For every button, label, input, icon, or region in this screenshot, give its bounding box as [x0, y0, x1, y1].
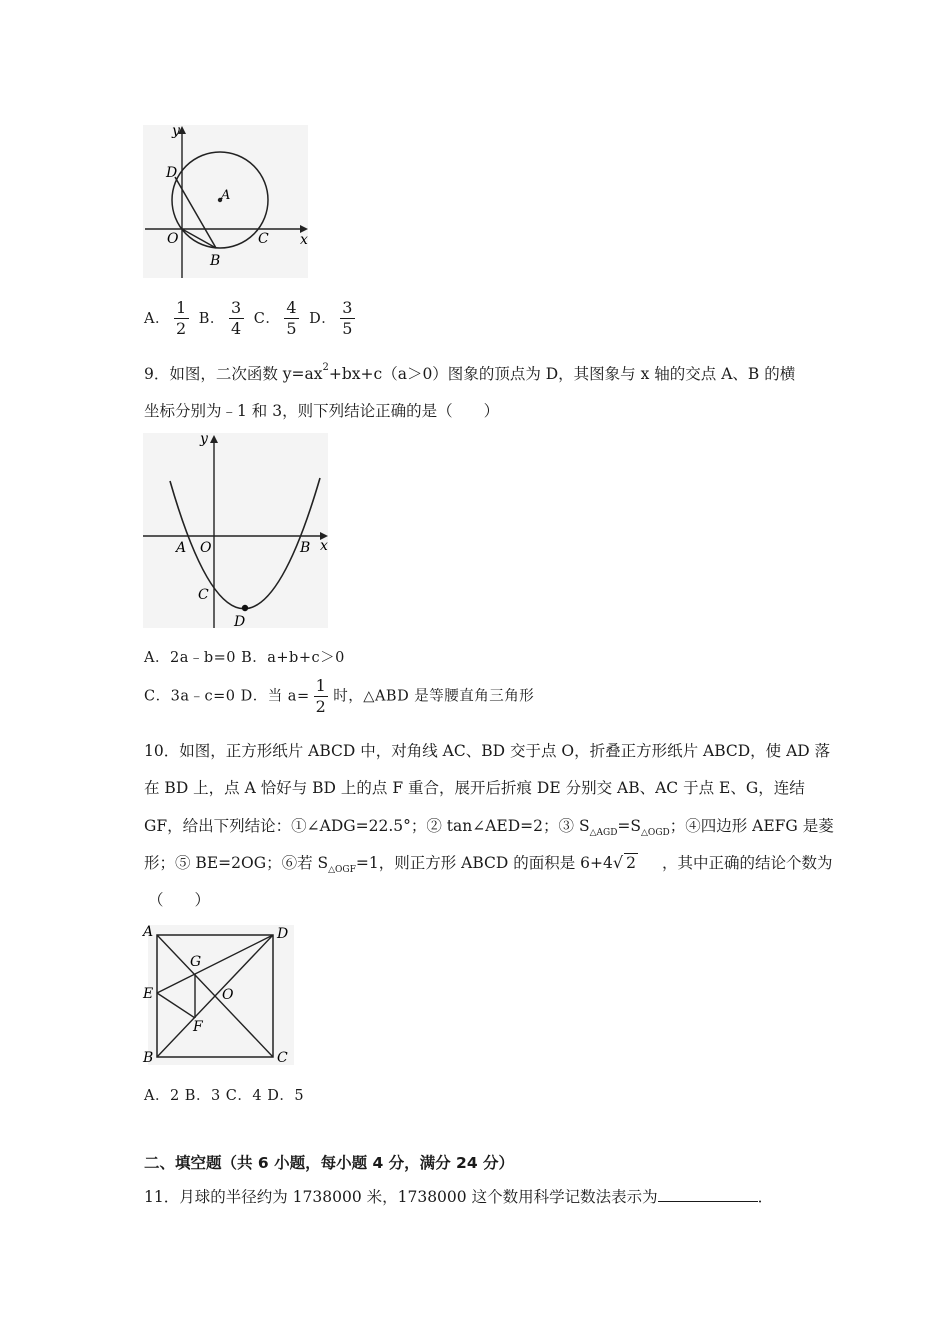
label-a: A [143, 924, 154, 940]
label-y: y [172, 123, 180, 139]
q10-stem-line3 [144, 814, 834, 838]
q9-exponent: 2 [322, 362, 329, 373]
q9-stem-line1 [144, 362, 795, 384]
fraction [340, 300, 355, 337]
q10-text-part: GF，给出下列结论：①∠ADG=22.5°；② tan∠AED=2；③ S [144, 817, 590, 835]
q10-text-part: ，其中正确的结论个数为 [661, 854, 833, 872]
option-letter: B． [198, 310, 225, 327]
q8-options [144, 300, 360, 337]
sqrt-radicand: 2 [626, 854, 636, 872]
q9-text-part: +bx+c（a＞0）图象的顶点为 D，其图象与 x 轴的交点 A、B 的横 [328, 365, 796, 383]
q10-text-part: 形；⑤ BE=2OG；⑥若 S [144, 854, 329, 872]
q10-subscript: △OGF [328, 865, 356, 876]
fraction [314, 678, 329, 715]
label-a: A [176, 540, 187, 556]
denominator: 5 [342, 319, 353, 338]
q10-text-part: =S [617, 817, 642, 835]
numerator: 3 [230, 298, 242, 317]
option-letter: D． [309, 310, 337, 327]
q8-option-b[interactable] [198, 298, 254, 338]
label-c: C [258, 231, 269, 247]
label-f: F [193, 1019, 203, 1035]
numerator: 4 [286, 298, 298, 317]
denominator: 2 [315, 697, 327, 716]
q8-circle-figure [140, 120, 315, 285]
q10-text-part: =1，则正方形 ABCD 的面积是 6+4 [355, 854, 613, 872]
label-b: B [143, 1050, 154, 1066]
figure-background [143, 433, 328, 628]
q9-option-text: 时，△ABD 是等腰直角三角形 [333, 688, 535, 705]
label-o: O [167, 231, 179, 247]
label-o: O [200, 540, 212, 556]
q10-stem-line1: 10．如图，正方形纸片 ABCD 中，对角线 AC、BD 交于点 O，折叠正方形纸片 ABCD，使 AD 落 [144, 742, 831, 760]
option-letter: A． [144, 310, 170, 327]
q9-option-text: C．3a﹣c=0 D．当 a= [144, 688, 310, 705]
q10-options[interactable]: A．2 B．3 C．4 D．5 [144, 1088, 305, 1104]
numerator: 1 [175, 298, 187, 317]
q11-end-mark: ． [757, 1188, 774, 1206]
label-x: x [300, 232, 308, 248]
label-d: D [277, 926, 289, 942]
q8-option-d[interactable] [309, 298, 360, 338]
label-c: C [198, 587, 209, 603]
q8-option-c[interactable] [253, 298, 309, 338]
fraction [284, 300, 299, 337]
denominator: 4 [230, 319, 242, 338]
label-e: E [143, 986, 154, 1002]
q11-stem [144, 1185, 773, 1207]
fraction [229, 300, 244, 337]
q10-stem-line2: 在 BD 上，点 A 恰好与 BD 上的点 F 重合，展开后折痕 DE 分别交 AB、AC 于点 E、G，连结 [144, 779, 805, 797]
label-x: x [320, 538, 328, 554]
label-c: C [277, 1050, 288, 1066]
sqrt-sign-icon: √ [612, 853, 624, 872]
label-d: D [166, 165, 178, 181]
q10-stem-line4 [144, 851, 832, 875]
q10-stem-line5: （ ） [148, 891, 211, 909]
label-d: D [234, 614, 246, 630]
q10-text-part: ；④四边形 AEFG 是菱 [669, 817, 834, 835]
q11-text: 11．月球的半径约为 1738000 米，1738000 这个数用科学记数法表示为 [144, 1188, 658, 1206]
label-b: B [210, 253, 221, 269]
denominator: 2 [175, 319, 187, 338]
q9-options-row1[interactable]: A．2a﹣b=0 B．a+b+c＞0 [144, 650, 345, 666]
q9-options-row2[interactable] [144, 678, 534, 715]
q10-square-figure [140, 920, 300, 1070]
label-o: O [222, 987, 234, 1003]
answer-blank[interactable] [658, 1187, 758, 1202]
numerator: 3 [342, 298, 353, 317]
label-y: y [200, 431, 208, 447]
label-a: A [221, 188, 231, 203]
q10-subscript: △AGD [589, 828, 618, 839]
label-g: G [190, 954, 202, 970]
q8-option-a[interactable] [144, 298, 199, 338]
denominator: 5 [286, 319, 298, 338]
fraction [174, 300, 189, 337]
section-heading: 二、填空题（共 6 小题，每小题 4 分，满分 24 分） [144, 1154, 515, 1172]
q9-parabola-figure [140, 428, 335, 633]
q10-subscript: △OGD [641, 828, 670, 839]
vertex-d-point [242, 605, 248, 611]
label-b: B [300, 540, 311, 556]
q9-text-part: 9．如图，二次函数 y=ax [144, 365, 323, 383]
q9-stem-line2: 坐标分别为﹣1 和 3，则下列结论正确的是（ ） [144, 402, 500, 420]
option-letter: C． [253, 310, 281, 327]
numerator: 1 [315, 676, 327, 695]
